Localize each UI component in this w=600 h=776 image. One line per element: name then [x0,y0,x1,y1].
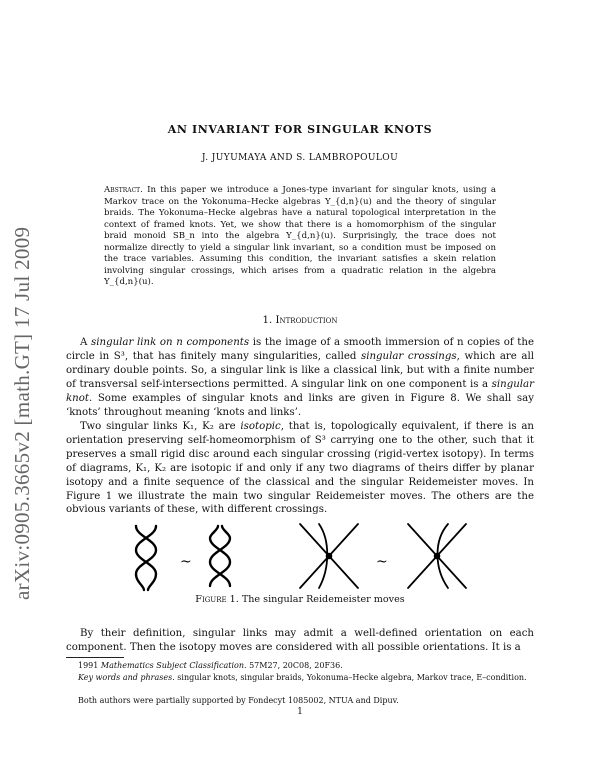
para2-b: , that is, topologically equivalent, if there is an orientation preserving self-homeomorphism of S³ carrying one to the other, such that it preserves a small rigid disc around each singular crossing (rigid-vertex isotopy). In terms of diagrams, K₁, K₂ are isotopic if and only if any two diagrams of theirs differ by planar isotopy and a finite sequence of the classical and the singular Reidemeister moves. In Figure 1 we illustrate the main two singular Reidemeister moves. The others are the obvious variants of these, with different crossings. [66,421,534,516]
footnote-support: Both authors were partially supported by Fondecyt 1085002, NTUA and Dipuv. [78,696,399,705]
kw-label: Key words and phrases. [78,673,175,682]
singular-braid-left [136,526,156,590]
figure-1-reidemeister-moves [130,520,470,595]
caption-text: The singular Reidemeister moves [241,594,405,605]
abstract-text: In this paper we introduce a Jones-type invariant for singular knots, using a Markov trace on the Yokonuma–Hecke algebras Y_{d,n}(u) and the theory of singular braids. The Yokonuma–Hecke algebras have a natural topological interpretation in the context of framed knots. Yet, we show that there is a homomorphism of the singular braid monoid SB_n into the algebra Y_{d,n}(u). Surprisingly, the trace does not normalize directly to yield a singular link invariant, so a condition must be imposed on the trace variables. Assuming this condition, the invariant satisfies a skein relation involving singular crossings, which arises from a quadratic relation in the algebra Y_{d,n}(u). [104,185,496,287]
term-singular-knot: singular knot [66,378,534,404]
para1-a: A [80,337,92,348]
intro-paragraph-1 [66,336,534,419]
tilde-2: ~ [376,554,388,570]
tilde-1: ~ [180,554,192,570]
abstract [104,185,496,289]
singular-vertex-right [434,553,441,560]
term-singular-crossings: singular crossings [360,350,457,362]
para2-a: Two singular links K₁, K₂ are [80,421,241,432]
section-number: 1. [262,315,273,326]
para1-d: . Some examples of singular knots and links are given in Figure 8. We shall say ‘knots’ throughout meaning ‘knots and links’. [66,392,534,418]
footnote-keywords [66,673,534,684]
para1-c: , which are all ordinary double points. So, a singular link is like a classical link, but with a finite number of transversal self-intersections permitted. A singular link on one component is a [66,350,534,390]
paper-title: AN INVARIANT FOR SINGULAR KNOTS [167,123,433,136]
footnote-rule [66,657,124,658]
abstract-label: Abstract. [104,185,143,195]
singular-braid-right [210,526,230,586]
term-isotopic: isotopic [240,421,281,432]
para1-b: is the image of a smooth immersion of n copies of the circle in S³, that has finitely many singularities, called [66,337,534,362]
caption-label: Figure 1. [195,594,239,605]
paragraph-3: By their definition, singular links may admit a well-defined orientation on each component. Then the isotopy moves are considered with all possible orientations. It is a [66,628,534,653]
msc-year: 1991 [78,661,101,670]
arxiv-id: arXiv:0905.3665v2 [math.GT] 17 Jul 2009 [10,226,34,600]
singular-vertex-left [326,553,333,560]
kw-value: singular knots, singular braids, Yokonuma–Hecke algebra, Markov trace, E–condition. [174,673,527,682]
figure-caption [60,594,540,605]
intro-paragraph-2 [66,420,534,517]
msc-value: 57M27, 20C08, 20F36. [246,661,343,670]
msc-label: Mathematics Subject Classification. [100,661,247,670]
arxiv-stamp [8,200,36,600]
paper-authors: J. JUYUMAYA AND S. LAMBROPOULOU [201,153,399,163]
footnote-msc [66,661,534,672]
term-singular-link: singular link on n components [91,337,250,348]
section-title: Introduction [275,315,338,326]
section-heading [60,315,540,326]
page-number: 1 [297,707,303,717]
